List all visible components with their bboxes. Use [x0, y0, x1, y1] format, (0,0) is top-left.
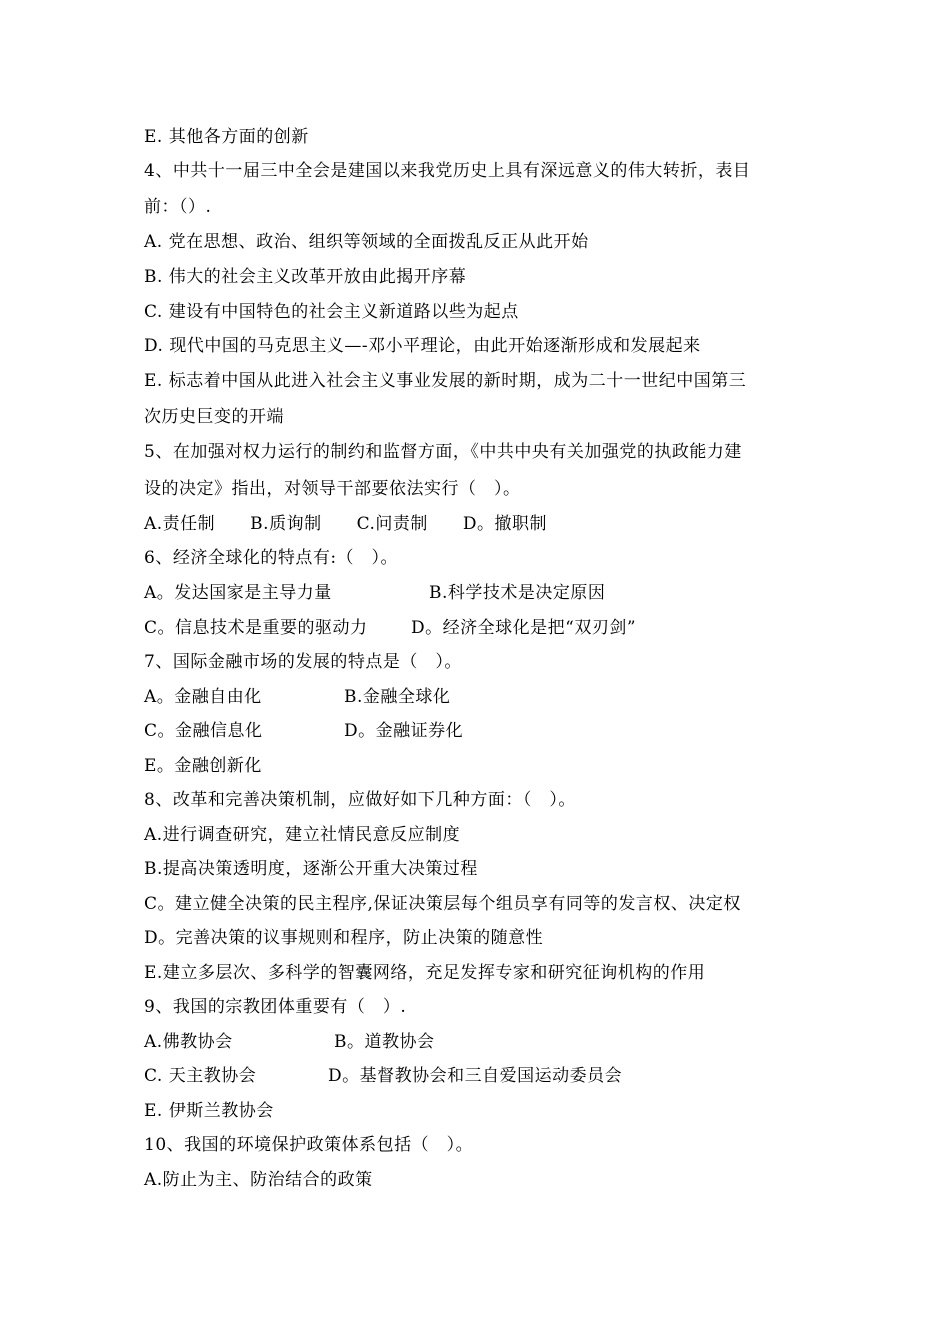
text-line: 前：（）. — [144, 197, 212, 217]
option-line: A.防止为主、防治结合的政策 — [144, 1170, 373, 1190]
option-line: D。完善决策的议事规则和程序，防止决策的随意性 — [144, 928, 544, 948]
question-9: 9、我国的宗教团体重要有（ ）. — [144, 997, 407, 1017]
question-7: 7、国际金融市场的发展的特点是（ ）。 — [144, 652, 462, 672]
text-line: 次历史巨变的开端 — [144, 407, 284, 427]
option-b: B.科学技术是决定原因 — [429, 583, 606, 603]
option-a: A.佛教协会 — [144, 1032, 233, 1052]
option-b: B。道教协会 — [334, 1032, 435, 1052]
option-line: E. 标志着中国从此进入社会主义事业发展的新时期，成为二十一世纪中国第三 — [144, 371, 747, 391]
option-line: B.提高决策透明度，逐渐公开重大决策过程 — [144, 859, 478, 879]
option-line: B. 伟大的社会主义改革开放由此揭开序幕 — [144, 267, 467, 287]
option-b: B.金融全球化 — [344, 687, 451, 707]
option-d: D。经济全球化是把“双刃剑” — [411, 618, 637, 638]
option-line: C。建立健全决策的民主程序,保证决策层每个组员享有同等的发言权、决定权 — [144, 894, 741, 914]
option-line: E. 伊斯兰教协会 — [144, 1101, 274, 1121]
question-5: 5、在加强对权力运行的制约和监督方面，《中共中央有关加强党的执政能力建 — [144, 442, 742, 462]
option-line: A.进行调查研究，建立社情民意反应制度 — [144, 825, 461, 845]
option-c: C。信息技术是重要的驱动力 — [144, 618, 368, 638]
option-d: D。金融证券化 — [344, 721, 464, 741]
text-line: 设的决定》指出，对领导干部要依法实行（ ）。 — [144, 479, 521, 499]
option-a: A。金融自由化 — [144, 687, 262, 707]
option-line: E。金融创新化 — [144, 756, 262, 776]
option-c: C. 天主教协会 — [144, 1066, 257, 1086]
question-8: 8、改革和完善决策机制，应做好如下几种方面：（ ）。 — [144, 790, 576, 810]
option-line: A. 党在思想、政治、组织等领域的全面拨乱反正从此开始 — [144, 232, 589, 252]
question-6: 6、经济全球化的特点有:（ ）。 — [144, 548, 399, 568]
question-4: 4、中共十一届三中全会是建国以来我党历史上具有深远意义的伟大转折，表目 — [144, 161, 751, 181]
option-a: A。发达国家是主导力量 — [144, 583, 332, 603]
option-d: D。基督教协会和三自爱国运动委员会 — [328, 1066, 623, 1086]
option-line: E.建立多层次、多科学的智囊网络，充足发挥专家和研究征询机构的作用 — [144, 963, 706, 983]
text-line: E. 其他各方面的创新 — [144, 127, 309, 147]
option-c: C。金融信息化 — [144, 721, 263, 741]
option-line: D. 现代中国的马克思主义—-邓小平理论，由此开始逐渐形成和发展起来 — [144, 336, 701, 356]
question-10: 10、我国的环境保护政策体系包括（ ）。 — [144, 1135, 474, 1155]
option-line: C. 建设有中国特色的社会主义新道路以些为起点 — [144, 302, 519, 322]
option-line: A.责任制 B.质询制 C.问责制 D。撤职制 — [144, 514, 548, 534]
